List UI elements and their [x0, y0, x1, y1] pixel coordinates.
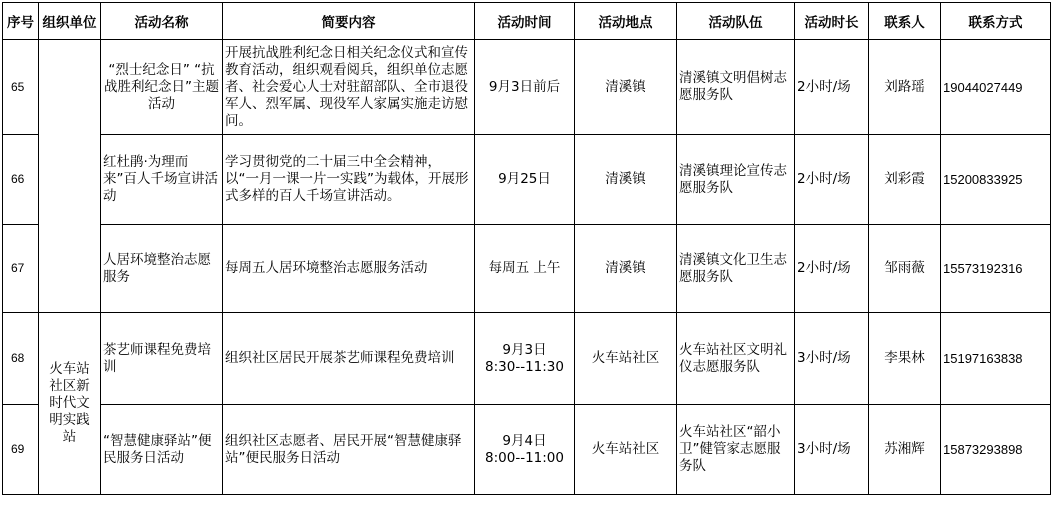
header-team: 活动队伍: [677, 3, 795, 40]
cell-contact: 苏湘辉: [869, 405, 941, 495]
header-org: 组织单位: [39, 3, 101, 40]
cell-time: 9月3日前后: [475, 40, 575, 135]
cell-desc: 组织社区志愿者、居民开展“智慧健康驿站”便民服务日活动: [223, 405, 475, 495]
cell-place: 火车站社区: [575, 313, 677, 405]
header-place: 活动地点: [575, 3, 677, 40]
cell-place: 清溪镇: [575, 40, 677, 135]
cell-desc: 开展抗战胜利纪念日相关纪念仪式和宣传教育活动，组织观看阅兵，组织单位志愿者、社会爱心人士对驻韶部队、全市退役军人、烈军属、现役军人家属实施走访慰问。: [223, 40, 475, 135]
cell-duration: 2小时/场: [795, 225, 869, 313]
cell-team: 火车站社区文明礼仪志愿服务队: [677, 313, 795, 405]
header-duration: 活动时长: [795, 3, 869, 40]
table-row: [3, 405, 1051, 495]
cell-phone: 19044027449: [941, 40, 1051, 135]
cell-duration: 3小时/场: [795, 313, 869, 405]
cell-org: 火车站社区新时代文明实践站: [39, 313, 101, 495]
cell-place: 清溪镇: [575, 225, 677, 313]
cell-contact: 刘路瑶: [869, 40, 941, 135]
table-row: [3, 313, 1051, 405]
cell-seq: 67: [3, 225, 39, 313]
cell-duration: 2小时/场: [795, 135, 869, 225]
cell-org: [39, 40, 101, 313]
cell-duration: 3小时/场: [795, 405, 869, 495]
cell-time: 9月25日: [475, 135, 575, 225]
header-time: 活动时间: [475, 3, 575, 40]
cell-time: 9月4日 8:00--11:00: [475, 405, 575, 495]
cell-seq: 69: [3, 405, 39, 495]
table-row: [3, 135, 1051, 225]
cell-place: 火车站社区: [575, 405, 677, 495]
cell-seq: 68: [3, 313, 39, 405]
header-contact: 联系人: [869, 3, 941, 40]
cell-desc: 每周五人居环境整治志愿服务活动: [223, 225, 475, 313]
cell-duration: 2小时/场: [795, 40, 869, 135]
cell-name: 红杜鹃·为理而来”百人千场宣讲活动: [101, 135, 223, 225]
cell-phone: 15573192316: [941, 225, 1051, 313]
activity-table: [2, 2, 1051, 495]
cell-contact: 李果林: [869, 313, 941, 405]
cell-time: 每周五 上午: [475, 225, 575, 313]
header-name: 活动名称: [101, 3, 223, 40]
cell-name: “智慧健康驿站”便民服务日活动: [101, 405, 223, 495]
cell-name: 人居环境整治志愿服务: [101, 225, 223, 313]
cell-name: 茶艺师课程免费培训: [101, 313, 223, 405]
cell-phone: 15200833925: [941, 135, 1051, 225]
table-row: [3, 40, 1051, 135]
cell-contact: 刘彩霞: [869, 135, 941, 225]
cell-seq: 66: [3, 135, 39, 225]
cell-desc: 学习贯彻党的二十届三中全会精神，以“一月一课一片一实践”为载体，开展形式多样的百人千场宣讲活动。: [223, 135, 475, 225]
header-desc: 简要内容: [223, 3, 475, 40]
cell-contact: 邹雨薇: [869, 225, 941, 313]
cell-seq: 65: [3, 40, 39, 135]
cell-place: 清溪镇: [575, 135, 677, 225]
cell-team: 清溪镇文化卫生志愿服务队: [677, 225, 795, 313]
header-row: [3, 3, 1051, 40]
cell-team: 清溪镇文明倡树志愿服务队: [677, 40, 795, 135]
cell-team: 火车站社区“韶小卫”健管家志愿服务队: [677, 405, 795, 495]
header-seq: 序号: [3, 3, 39, 40]
cell-phone: 15873293898: [941, 405, 1051, 495]
header-phone: 联系方式: [941, 3, 1051, 40]
cell-time: 9月3日 8:30--11:30: [475, 313, 575, 405]
cell-team: 清溪镇理论宣传志愿服务队: [677, 135, 795, 225]
table-row: [3, 225, 1051, 313]
cell-name: “烈士纪念日” “抗战胜利纪念日”主题活动: [101, 40, 223, 135]
cell-desc: 组织社区居民开展茶艺师课程免费培训: [223, 313, 475, 405]
cell-phone: 15197163838: [941, 313, 1051, 405]
